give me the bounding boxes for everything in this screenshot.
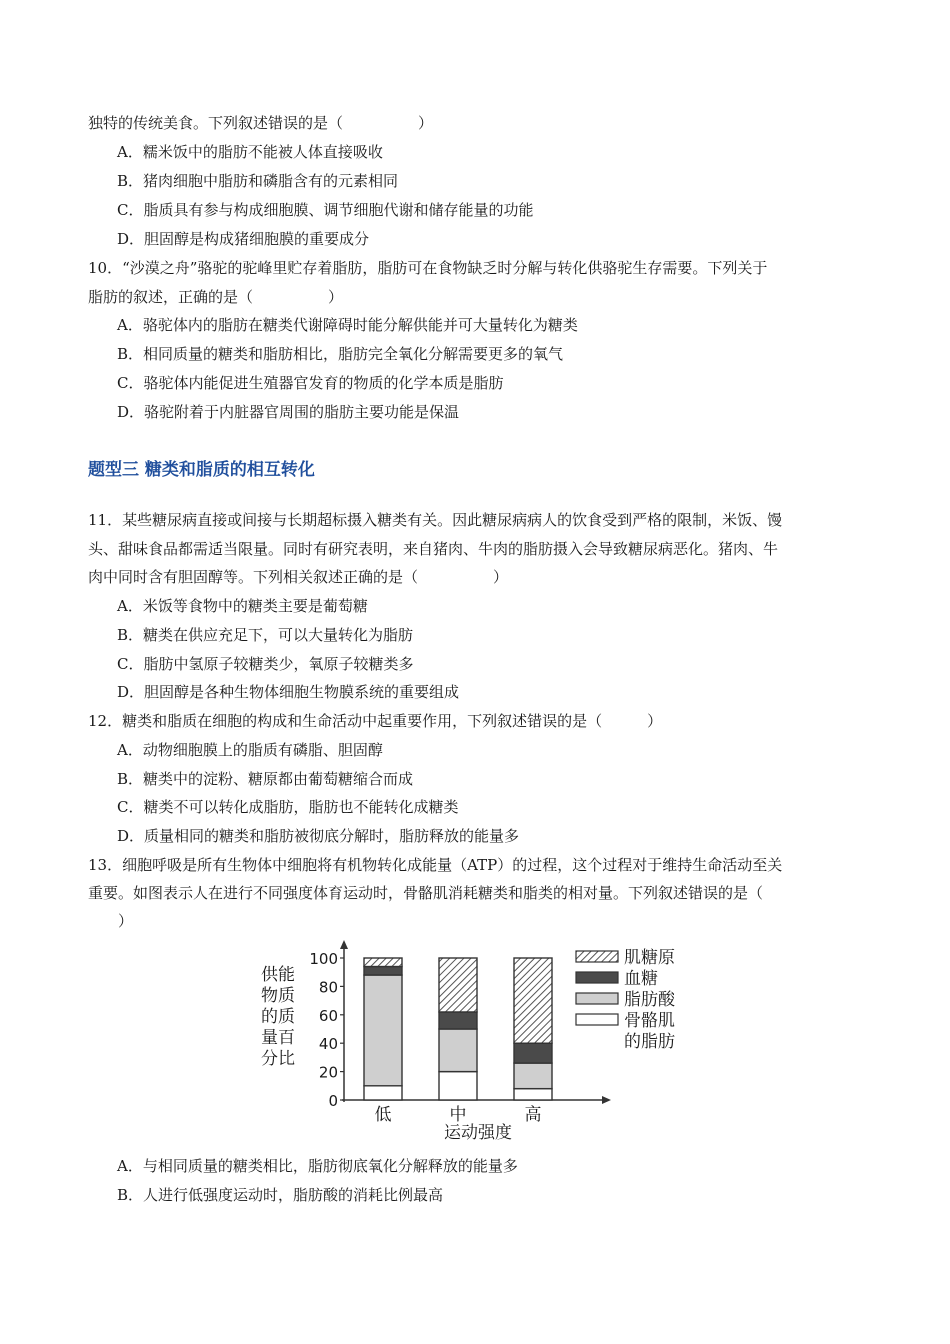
y-axis-ticks <box>309 950 344 1110</box>
y-tick-label: 40 <box>318 1035 338 1054</box>
legend-swatch <box>576 993 618 1004</box>
question-13-stem-line-1: 13．细胞呼吸是所有生物体中细胞将有机物转化成能量（ATP）的过程，这个过程对于维持生命活动至关 <box>88 856 783 874</box>
legend-label: 肌糖原 <box>624 948 675 968</box>
y-axis-title-line: 分比 <box>261 1049 295 1069</box>
y-tick-label: 80 <box>318 978 338 997</box>
bar-segment <box>514 1063 552 1089</box>
legend-swatch <box>576 972 618 983</box>
x-axis-categories <box>375 1105 542 1125</box>
question-12-option-c: C．糖类不可以转化成脂肪，脂肪也不能转化成糖类 <box>117 798 459 816</box>
bar-segment <box>514 1043 552 1063</box>
bar-segment <box>439 958 477 1012</box>
question-9-option-b: B．猪肉细胞中脂肪和磷脂含有的元素相同 <box>117 172 399 190</box>
section-title: 题型三 糖类和脂质的相互转化 <box>88 460 315 480</box>
question-11-stem-line-1: 11．某些糖尿病直接或间接与长期超标摄入糖类有关。因此糖尿病病人的饮食受到严格的限制，米饭、馒 <box>88 511 783 529</box>
question-13-option-b: B．人进行低强度运动时，脂肪酸的消耗比例最高 <box>117 1186 444 1204</box>
y-tick-label: 20 <box>318 1063 338 1082</box>
question-13-stem-line-2: 重要。如图表示人在进行不同强度体育运动时，骨骼肌消耗糖类和脂类的相对量。下列叙述错误的是（ <box>88 884 764 902</box>
legend-swatch <box>576 1014 618 1025</box>
y-tick-label: 60 <box>318 1006 338 1025</box>
legend-label: 骨骼肌 <box>624 1011 675 1031</box>
y-axis-arrow <box>340 940 348 949</box>
bar-segment <box>514 1089 552 1100</box>
y-tick-label: 0 <box>328 1092 338 1110</box>
bar-segment <box>439 1029 477 1072</box>
question-10-option-a: A．骆驼体内的脂肪在糖类代谢障碍时能分解供能并可大量转化为糖类 <box>117 316 578 334</box>
y-tick-label: 100 <box>309 950 338 968</box>
question-11-option-d: D．胆固醇是各种生物体细胞生物膜系统的重要组成 <box>117 683 460 701</box>
question-12-option-b: B．糖类中的淀粉、糖原都由葡萄糖缩合而成 <box>117 770 414 788</box>
y-axis-title-line: 物质 <box>261 986 295 1006</box>
y-axis-title-line: 量百 <box>261 1028 295 1048</box>
chart-legend <box>576 948 676 1052</box>
question-11-option-a: A．米饭等食物中的糖类主要是葡萄糖 <box>117 597 368 615</box>
legend-label: 的脂肪 <box>624 1032 675 1052</box>
bar-segment <box>364 975 402 1086</box>
legend-label: 血糖 <box>624 969 658 989</box>
stacked-bar-chart <box>250 938 710 1144</box>
question-10-option-d: D．骆驼附着于内脏器官周围的脂肪主要功能是保温 <box>117 403 460 421</box>
bar-series <box>364 958 552 1100</box>
legend-swatch <box>576 951 618 962</box>
question-12-option-a: A．动物细胞膜上的脂质有磷脂、胆固醇 <box>117 741 383 759</box>
bar-segment <box>364 1086 402 1100</box>
question-9-option-a: A．糯米饭中的脂肪不能被人体直接吸收 <box>117 143 383 161</box>
bar-segment <box>439 1072 477 1100</box>
question-11-stem-line-2: 头、甜味食品都需适当限量。同时有研究表明，来自猪肉、牛肉的脂肪摄入会导致糖尿病恶化。猪肉、牛 <box>88 540 779 558</box>
question-9-option-d: D．胆固醇是构成猪细胞膜的重要成分 <box>117 230 370 248</box>
question-10-option-b: B．相同质量的糖类和脂肪相比，脂肪完全氧化分解需要更多的氧气 <box>117 345 564 363</box>
x-axis-arrow <box>602 1096 611 1104</box>
question-13-stem-line-3: ） <box>88 912 134 930</box>
question-9-stem-tail: 独特的传统美食。下列叙述错误的是（ ） <box>88 114 434 132</box>
question-12-option-d: D．质量相同的糖类和脂肪被彻底分解时，脂肪释放的能量多 <box>117 827 520 845</box>
question-9-option-c: C．脂质具有参与构成细胞膜、调节细胞代谢和储存能量的功能 <box>117 201 534 219</box>
question-11-stem-line-3: 肉中同时含有胆固醇等。下列相关叙述正确的是（ ） <box>88 568 509 586</box>
bar-segment <box>364 967 402 976</box>
question-13-option-a: A．与相同质量的糖类相比，脂肪彻底氧化分解释放的能量多 <box>117 1157 518 1175</box>
x-axis-title: 运动强度 <box>444 1123 512 1143</box>
question-10-option-c: C．骆驼体内能促进生殖器官发育的物质的化学本质是脂肪 <box>117 374 504 392</box>
bar-segment <box>364 958 402 967</box>
y-axis-title <box>261 965 295 1069</box>
bar-segment <box>514 958 552 1043</box>
x-category-label: 高 <box>524 1105 542 1125</box>
question-11-option-c: C．脂肪中氢原子较糖类少，氧原子较糖类多 <box>117 655 414 673</box>
legend-label: 脂肪酸 <box>624 990 675 1010</box>
question-11-option-b: B．糖类在供应充足下，可以大量转化为脂肪 <box>117 626 414 644</box>
x-category-label: 中 <box>449 1105 467 1125</box>
bar-segment <box>439 1012 477 1029</box>
question-12-stem: 12．糖类和脂质在细胞的构成和生命活动中起重要作用，下列叙述错误的是（ ） <box>88 712 663 730</box>
y-axis-title-line: 供能 <box>261 965 295 985</box>
x-category-label: 低 <box>374 1105 392 1125</box>
question-10-stem-line-2: 脂肪的叙述，正确的是（ ） <box>88 288 344 306</box>
question-10-stem-line-1: 10．“沙漠之舟”骆驼的驼峰里贮存着脂肪，脂肪可在食物缺乏时分解与转化供骆驼生存需要。下列关于 <box>88 259 768 277</box>
y-axis-title-line: 的质 <box>261 1007 295 1027</box>
